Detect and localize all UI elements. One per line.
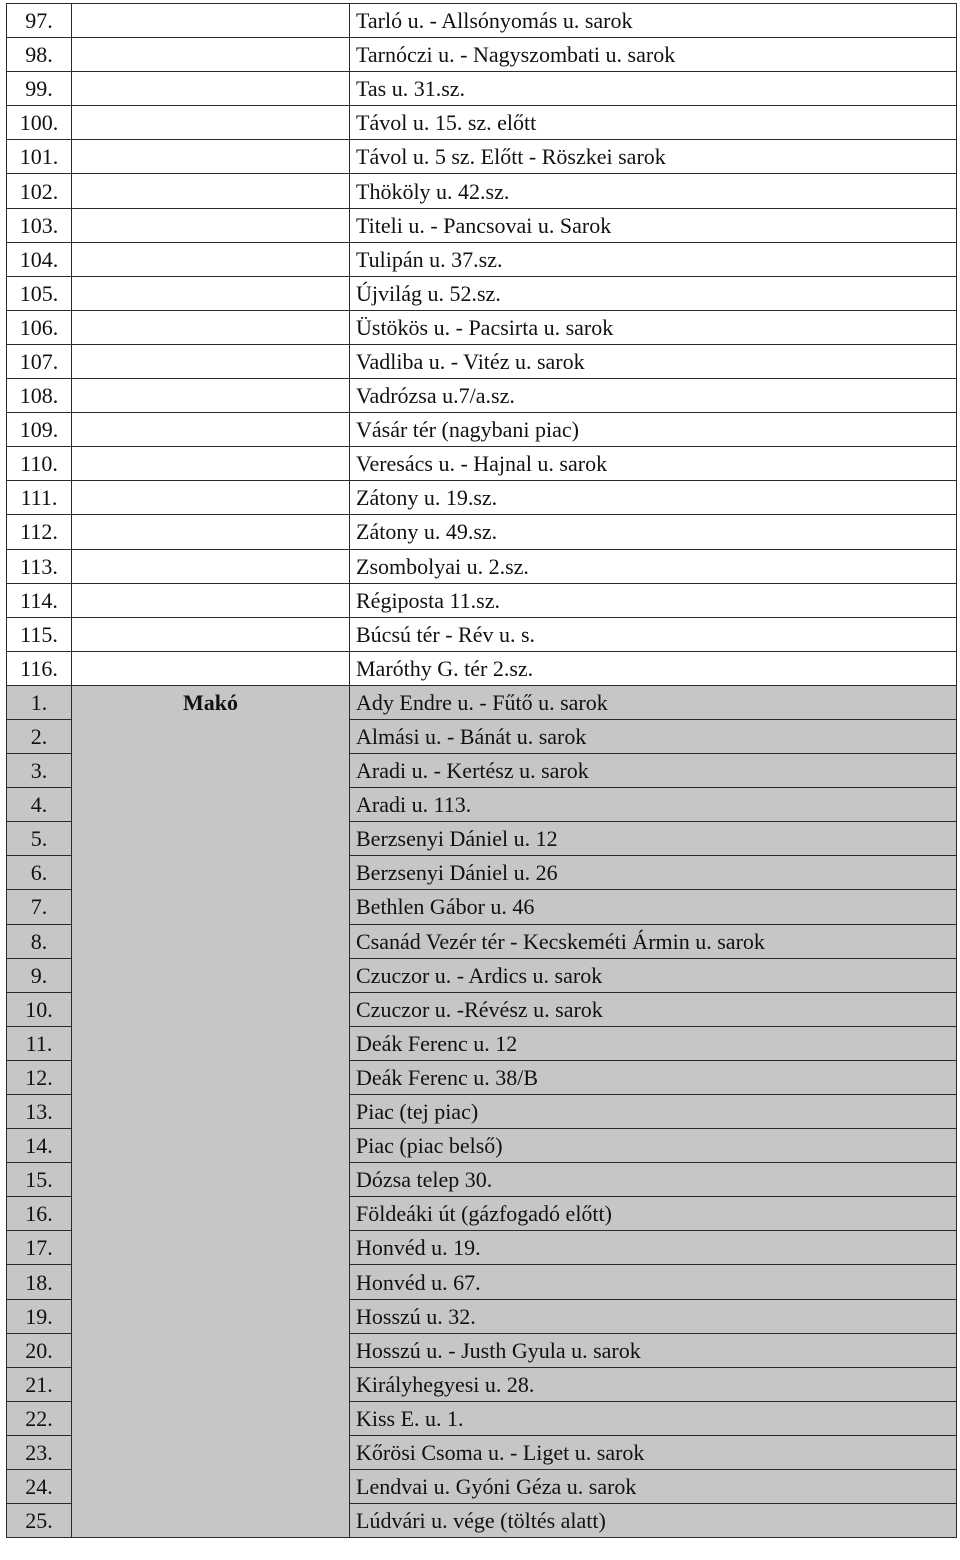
address-cell: Vásár tér (nagybani piac) — [350, 413, 957, 447]
address-cell: Kőrösi Csoma u. - Liget u. sarok — [350, 1435, 957, 1469]
table-row — [7, 617, 957, 651]
row-number: 112. — [7, 515, 72, 549]
city-cell — [72, 242, 350, 276]
row-number: 5. — [7, 822, 72, 856]
row-number: 23. — [7, 1435, 72, 1469]
row-number: 111. — [7, 481, 72, 515]
address-cell: Tarló u. - Allsónyomás u. sarok — [350, 4, 957, 38]
table-row — [7, 685, 957, 719]
row-number: 100. — [7, 106, 72, 140]
address-cell: Távol u. 15. sz. előtt — [350, 106, 957, 140]
city-cell — [72, 310, 350, 344]
row-number: 116. — [7, 651, 72, 685]
address-cell: Kiss E. u. 1. — [350, 1401, 957, 1435]
address-cell: Aradi u. - Kertész u. sarok — [350, 754, 957, 788]
row-number: 12. — [7, 1060, 72, 1094]
address-cell: Földeáki út (gázfogadó előtt) — [350, 1197, 957, 1231]
city-cell — [72, 413, 350, 447]
row-number: 22. — [7, 1401, 72, 1435]
address-cell: Berzsenyi Dániel u. 12 — [350, 822, 957, 856]
table-row — [7, 344, 957, 378]
city-cell — [72, 38, 350, 72]
row-number: 98. — [7, 38, 72, 72]
address-cell: Királyhegyesi u. 28. — [350, 1367, 957, 1401]
address-cell: Tas u. 31.sz. — [350, 72, 957, 106]
document-page — [6, 3, 956, 1538]
row-number: 13. — [7, 1095, 72, 1129]
city-cell — [72, 617, 350, 651]
row-number: 7. — [7, 890, 72, 924]
address-cell: Piac (tej piac) — [350, 1095, 957, 1129]
table-row — [7, 174, 957, 208]
city-cell — [72, 481, 350, 515]
address-cell: Maróthy G. tér 2.sz. — [350, 651, 957, 685]
row-number: 115. — [7, 617, 72, 651]
row-number: 4. — [7, 788, 72, 822]
city-name: Makó — [72, 685, 350, 1537]
address-cell: Tarnóczi u. - Nagyszombati u. sarok — [350, 38, 957, 72]
address-cell: Hosszú u. - Justh Gyula u. sarok — [350, 1333, 957, 1367]
address-cell: Thököly u. 42.sz. — [350, 174, 957, 208]
table-row — [7, 413, 957, 447]
table-row — [7, 72, 957, 106]
city-cell — [72, 106, 350, 140]
address-cell: Újvilág u. 52.sz. — [350, 276, 957, 310]
location-table — [6, 3, 957, 1538]
row-number: 20. — [7, 1333, 72, 1367]
row-number: 106. — [7, 310, 72, 344]
address-cell: Zátony u. 49.sz. — [350, 515, 957, 549]
table-row — [7, 310, 957, 344]
address-cell: Ady Endre u. - Fűtő u. sarok — [350, 685, 957, 719]
row-number: 113. — [7, 549, 72, 583]
address-cell: Bethlen Gábor u. 46 — [350, 890, 957, 924]
city-cell — [72, 174, 350, 208]
table-row — [7, 106, 957, 140]
address-cell: Vadrózsa u.7/a.sz. — [350, 379, 957, 413]
table-row — [7, 242, 957, 276]
address-cell: Csanád Vezér tér - Kecskeméti Ármin u. sarok — [350, 924, 957, 958]
row-number: 110. — [7, 447, 72, 481]
city-cell — [72, 447, 350, 481]
row-number: 19. — [7, 1299, 72, 1333]
city-cell — [72, 344, 350, 378]
address-cell: Zátony u. 19.sz. — [350, 481, 957, 515]
table-row — [7, 447, 957, 481]
row-number: 17. — [7, 1231, 72, 1265]
row-number: 10. — [7, 992, 72, 1026]
row-number: 21. — [7, 1367, 72, 1401]
address-cell: Honvéd u. 19. — [350, 1231, 957, 1265]
address-cell: Piac (piac belső) — [350, 1129, 957, 1163]
address-cell: Czuczor u. -Révész u. sarok — [350, 992, 957, 1026]
address-cell: Üstökös u. - Pacsirta u. sarok — [350, 310, 957, 344]
row-number: 11. — [7, 1026, 72, 1060]
address-cell: Almási u. - Bánát u. sarok — [350, 719, 957, 753]
address-cell: Zsombolyai u. 2.sz. — [350, 549, 957, 583]
table-row — [7, 651, 957, 685]
address-cell: Vadliba u. - Vitéz u. sarok — [350, 344, 957, 378]
table-row — [7, 276, 957, 310]
table-row — [7, 515, 957, 549]
address-cell: Lúdvári u. vége (töltés alatt) — [350, 1504, 957, 1538]
row-number: 9. — [7, 958, 72, 992]
row-number: 1. — [7, 685, 72, 719]
row-number: 101. — [7, 140, 72, 174]
address-cell: Veresács u. - Hajnal u. sarok — [350, 447, 957, 481]
city-cell — [72, 515, 350, 549]
row-number: 3. — [7, 754, 72, 788]
city-cell — [72, 72, 350, 106]
location-table-body — [7, 4, 957, 1538]
row-number: 103. — [7, 208, 72, 242]
table-row — [7, 4, 957, 38]
city-cell — [72, 549, 350, 583]
city-cell — [72, 379, 350, 413]
row-number: 2. — [7, 719, 72, 753]
table-row — [7, 549, 957, 583]
table-row — [7, 583, 957, 617]
row-number: 6. — [7, 856, 72, 890]
address-cell: Hosszú u. 32. — [350, 1299, 957, 1333]
row-number: 105. — [7, 276, 72, 310]
row-number: 14. — [7, 1129, 72, 1163]
city-cell — [72, 651, 350, 685]
row-number: 104. — [7, 242, 72, 276]
row-number: 109. — [7, 413, 72, 447]
city-cell — [72, 140, 350, 174]
row-number: 18. — [7, 1265, 72, 1299]
table-row — [7, 38, 957, 72]
row-number: 102. — [7, 174, 72, 208]
row-number: 99. — [7, 72, 72, 106]
address-cell: Búcsú tér - Rév u. s. — [350, 617, 957, 651]
table-row — [7, 481, 957, 515]
address-cell: Berzsenyi Dániel u. 26 — [350, 856, 957, 890]
row-number: 108. — [7, 379, 72, 413]
row-number: 15. — [7, 1163, 72, 1197]
address-cell: Deák Ferenc u. 12 — [350, 1026, 957, 1060]
address-cell: Czuczor u. - Ardics u. sarok — [350, 958, 957, 992]
address-cell: Honvéd u. 67. — [350, 1265, 957, 1299]
address-cell: Dózsa telep 30. — [350, 1163, 957, 1197]
table-row — [7, 208, 957, 242]
table-row — [7, 140, 957, 174]
row-number: 25. — [7, 1504, 72, 1538]
address-cell: Tulipán u. 37.sz. — [350, 242, 957, 276]
address-cell: Távol u. 5 sz. Előtt - Röszkei sarok — [350, 140, 957, 174]
city-cell — [72, 4, 350, 38]
row-number: 24. — [7, 1470, 72, 1504]
city-cell — [72, 583, 350, 617]
address-cell: Régiposta 11.sz. — [350, 583, 957, 617]
address-cell: Aradi u. 113. — [350, 788, 957, 822]
row-number: 97. — [7, 4, 72, 38]
city-cell — [72, 276, 350, 310]
row-number: 114. — [7, 583, 72, 617]
table-row — [7, 379, 957, 413]
address-cell: Titeli u. - Pancsovai u. Sarok — [350, 208, 957, 242]
city-cell — [72, 208, 350, 242]
address-cell: Deák Ferenc u. 38/B — [350, 1060, 957, 1094]
row-number: 107. — [7, 344, 72, 378]
row-number: 8. — [7, 924, 72, 958]
row-number: 16. — [7, 1197, 72, 1231]
address-cell: Lendvai u. Gyóni Géza u. sarok — [350, 1470, 957, 1504]
